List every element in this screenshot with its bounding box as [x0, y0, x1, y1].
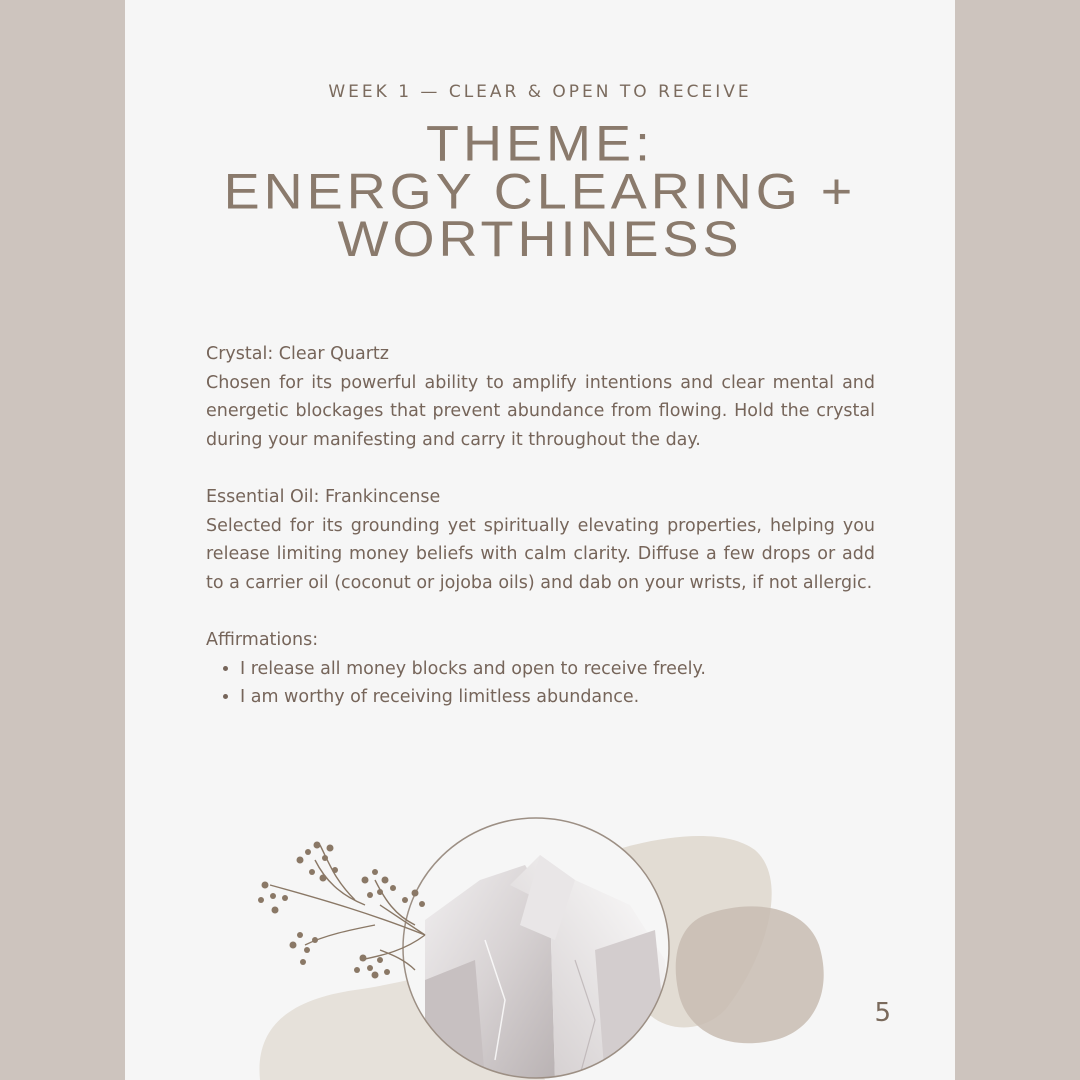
affirmations-heading: Affirmations: [206, 629, 319, 650]
gypsophila-branch-icon [270, 845, 425, 970]
page-number: 5 [874, 998, 891, 1028]
affirmation-item: • I am worthy of receiving limitless abundance. [240, 683, 875, 712]
decorative-artwork [125, 0, 955, 1080]
title-line-3: WORTHINESS [337, 212, 743, 268]
crystal-heading: Crystal: Clear Quartz [206, 344, 389, 364]
title-line-1: THEME: [425, 116, 654, 172]
document-page [125, 0, 955, 1080]
taupe-blob [676, 906, 824, 1043]
crystal-description: Chosen for its powerful ability to amplify intentions and clear mental and energetic blockages that prevent abundance from flowing. Hold the crystal during your manifesting and carry it throughout the day. [206, 372, 875, 450]
affirmation-item: • I release all money blocks and open to receive freely. [240, 655, 875, 684]
week-label: WEEK 1 — CLEAR & OPEN TO RECEIVE [328, 82, 752, 102]
gypsophila-flowers [258, 842, 425, 979]
title-line-2: ENERGY CLEARING + [223, 164, 857, 220]
oil-description: Selected for its grounding yet spiritually elevating properties, helping you release limiting money beliefs with calm clarity. Diffuse a few drops or add to a carrier oil (coconut or jojoba oils) and dab on your wrists, if not allergic. [206, 515, 875, 593]
oil-heading: Essential Oil: Frankincense [206, 486, 441, 507]
